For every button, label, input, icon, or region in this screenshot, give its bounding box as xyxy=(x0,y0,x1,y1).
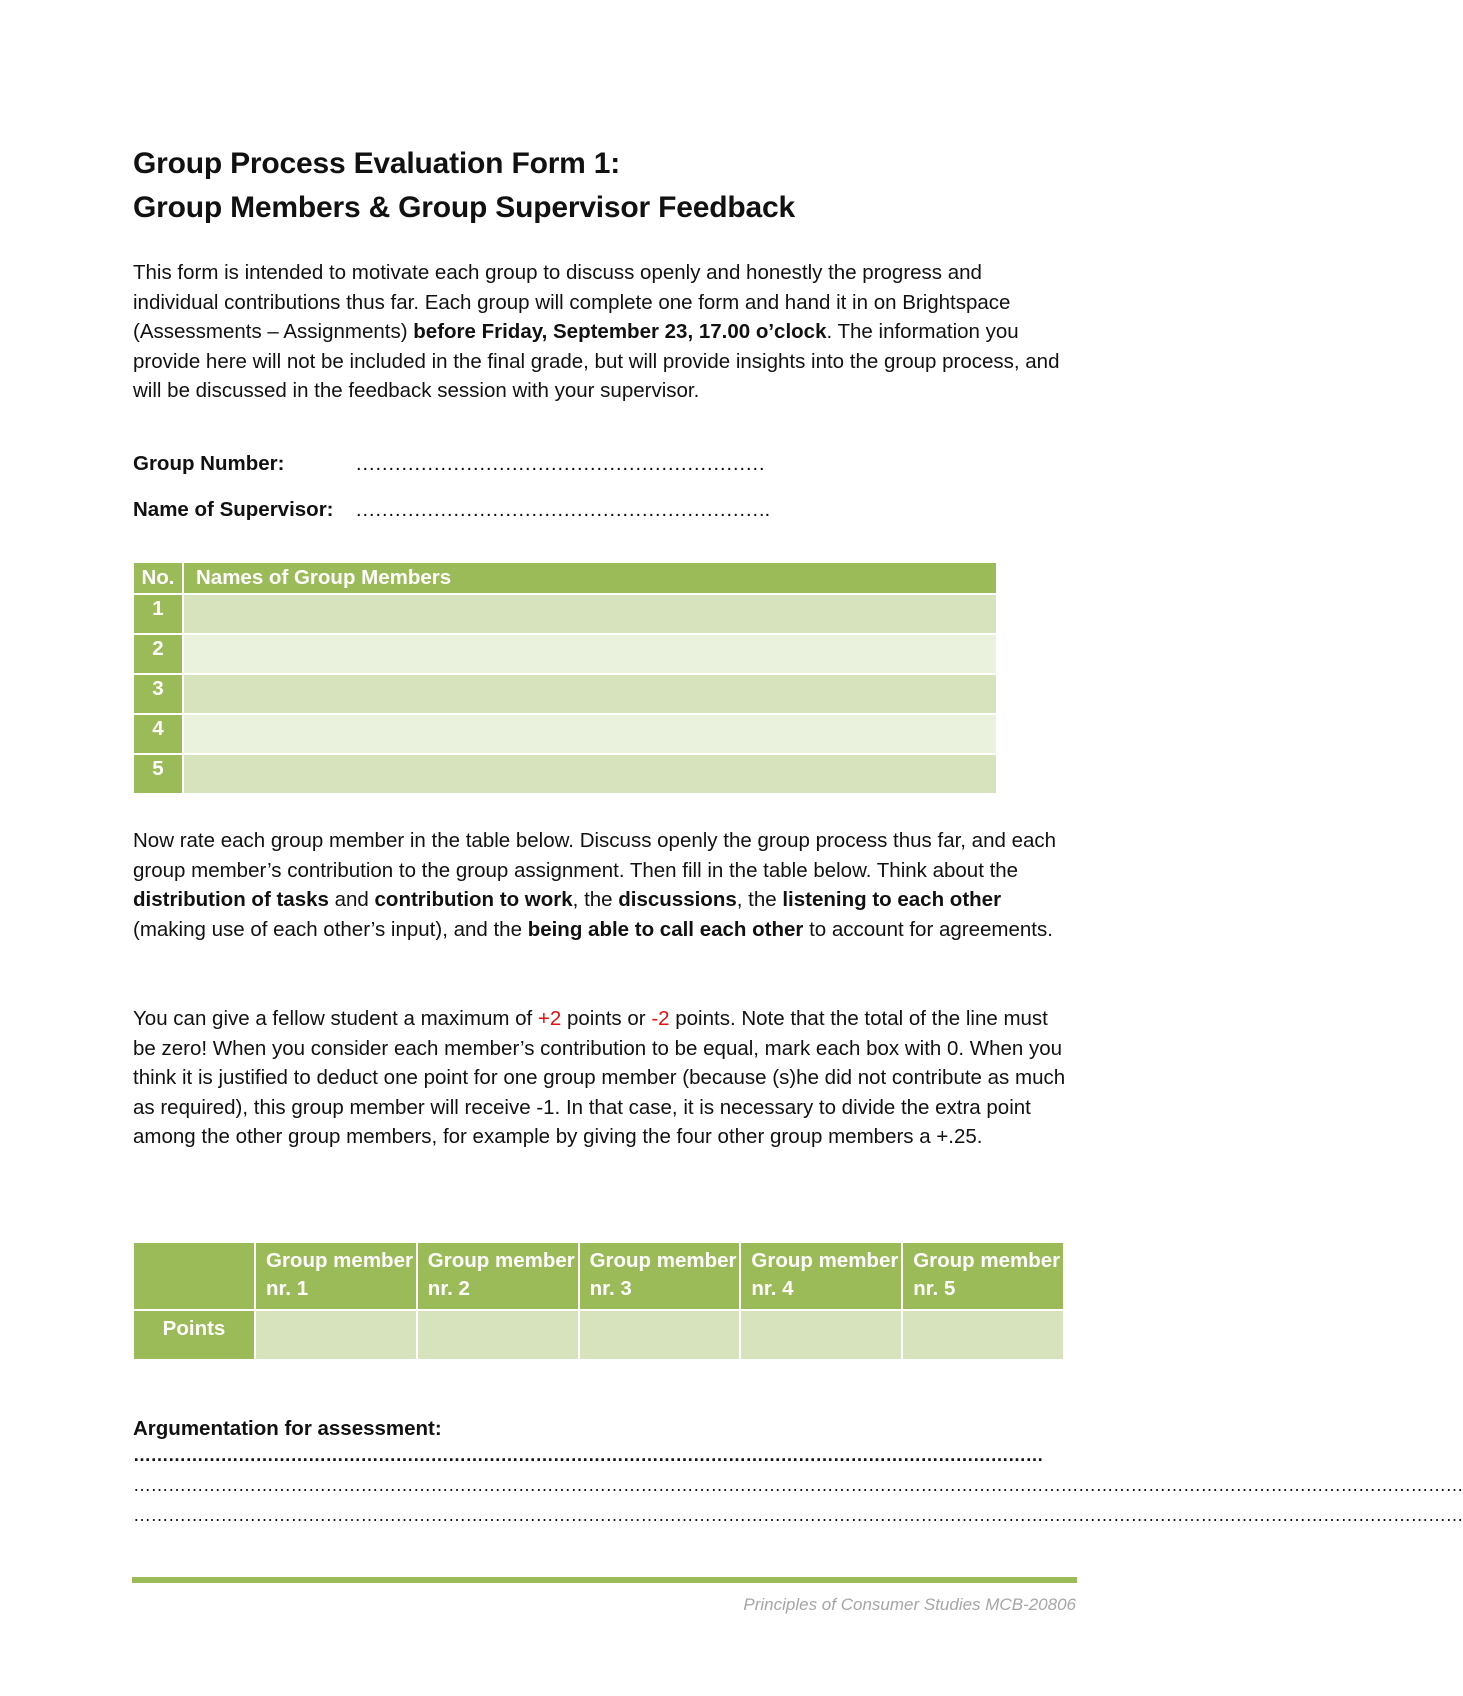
rating-emphasis: distribution of tasks xyxy=(133,888,329,911)
supervisor-label: Name of Supervisor: xyxy=(133,498,334,521)
rating-text: Now rate each group member in the table below. Discuss openly the group process thus far, and each group member’s contribution to the group assignment. Then fill in the table below. Think about the xyxy=(133,829,1057,882)
header-names: Names of Group Members xyxy=(183,562,997,594)
intro-paragraph xyxy=(133,258,1073,406)
members-header-row xyxy=(133,562,997,594)
member-number: 3 xyxy=(133,674,183,714)
minus-two-value: -2 xyxy=(651,1007,670,1030)
table-row xyxy=(133,714,997,754)
points-cell-1[interactable] xyxy=(255,1310,417,1360)
member-name-cell[interactable] xyxy=(183,754,997,794)
supervisor-input[interactable]: ………………………………………………………. xyxy=(355,498,770,521)
deadline-text: before Friday, September 23, 17.00 o’clock xyxy=(413,320,827,343)
argumentation-label: Argumentation for assessment: xyxy=(133,1417,442,1440)
rating-text: (making use of each other’s input), and the xyxy=(133,917,528,941)
group-number-field xyxy=(133,450,765,478)
intro-text-1: This form is intended to motivate each group to discuss openly and honestly the progress and individual contributions thus far. Each group will complete one form and hand it in on Brightspace (Assessments – Assignments) xyxy=(133,261,1011,343)
argumentation-line-1[interactable]: ………………………………………………………………………………………………………………………………………… xyxy=(133,1445,1043,1465)
group-members-table xyxy=(132,561,998,795)
rating-text: to account for agreements. xyxy=(803,917,1053,941)
header-member-4: Group member nr. 4 xyxy=(740,1242,902,1310)
table-row xyxy=(133,594,997,634)
header-member-5: Group member nr. 5 xyxy=(902,1242,1064,1310)
member-name-cell[interactable] xyxy=(183,634,997,674)
header-member-2: Group member nr. 2 xyxy=(417,1242,579,1310)
argumentation-line-3[interactable]: ………………………………………………………………………………………………………………………………………………………………………………………………………… xyxy=(133,1505,1463,1525)
points-row-label: Points xyxy=(133,1310,255,1360)
table-row xyxy=(133,674,997,714)
rating-text: , the xyxy=(736,888,783,911)
rating-emphasis: listening to each other xyxy=(782,888,1002,911)
intro-text-2: . The information you provide here will not be included in the final grade, but will provide insights into the group process, and will be discussed in the feedback session with your supervisor. xyxy=(133,320,1060,402)
member-number: 2 xyxy=(133,634,183,674)
points-cell-2[interactable] xyxy=(417,1310,579,1360)
points-rule-paragraph xyxy=(133,1004,1073,1152)
member-name-cell[interactable] xyxy=(183,594,997,634)
member-number: 5 xyxy=(133,754,183,794)
title-line-1: Group Process Evaluation Form 1: xyxy=(133,147,621,180)
points-cell-5[interactable] xyxy=(902,1310,1064,1360)
points-row xyxy=(133,1310,1064,1360)
rating-text: , the xyxy=(572,888,619,911)
points-cell-4[interactable] xyxy=(740,1310,902,1360)
group-number-label: Group Number: xyxy=(133,452,285,475)
header-blank xyxy=(133,1242,255,1310)
rating-text: and xyxy=(328,888,375,911)
rule-text: points. Note that the total of the line must be zero! When you consider each member’s contribution to be equal, mark each box with 0. When you think it is justified to deduct one point for one group member (because (s)he did not contribute as much as required), this group member will receive -1. In that case, it is necessary to divide the extra point among the other group members, for example by giving the four other group members a +.25. xyxy=(133,1007,1066,1148)
points-cell-3[interactable] xyxy=(579,1310,741,1360)
rating-emphasis: being able to call each other xyxy=(527,917,804,941)
rule-text: You can give a fellow student a maximum of xyxy=(133,1007,538,1030)
header-member-3: Group member nr. 3 xyxy=(579,1242,741,1310)
header-member-1: Group member nr. 1 xyxy=(255,1242,417,1310)
rule-text: points or xyxy=(561,1007,652,1030)
plus-two-value: +2 xyxy=(537,1007,562,1030)
member-number: 1 xyxy=(133,594,183,634)
points-header-row xyxy=(133,1242,1064,1310)
rating-instructions xyxy=(133,826,1073,944)
member-name-cell[interactable] xyxy=(183,714,997,754)
title-line-2: Group Members & Group Supervisor Feedback xyxy=(133,191,795,224)
table-row xyxy=(133,754,997,794)
member-name-cell[interactable] xyxy=(183,674,997,714)
rating-emphasis: contribution to work xyxy=(374,888,573,911)
rating-emphasis: discussions xyxy=(618,888,737,911)
argumentation-line-2[interactable]: ………………………………………………………………………………………………………………………………………………………………………………………………………… xyxy=(133,1475,1463,1495)
page-title xyxy=(133,142,795,230)
footer-divider xyxy=(132,1577,1077,1583)
points-table xyxy=(132,1241,1065,1361)
header-no: No. xyxy=(133,562,183,594)
member-number: 4 xyxy=(133,714,183,754)
group-number-input[interactable]: ……………………………………………………… xyxy=(355,452,765,475)
supervisor-field xyxy=(133,496,769,524)
table-row xyxy=(133,634,997,674)
footer-course-name: Principles of Consumer Studies MCB-20806 xyxy=(743,1595,1076,1614)
